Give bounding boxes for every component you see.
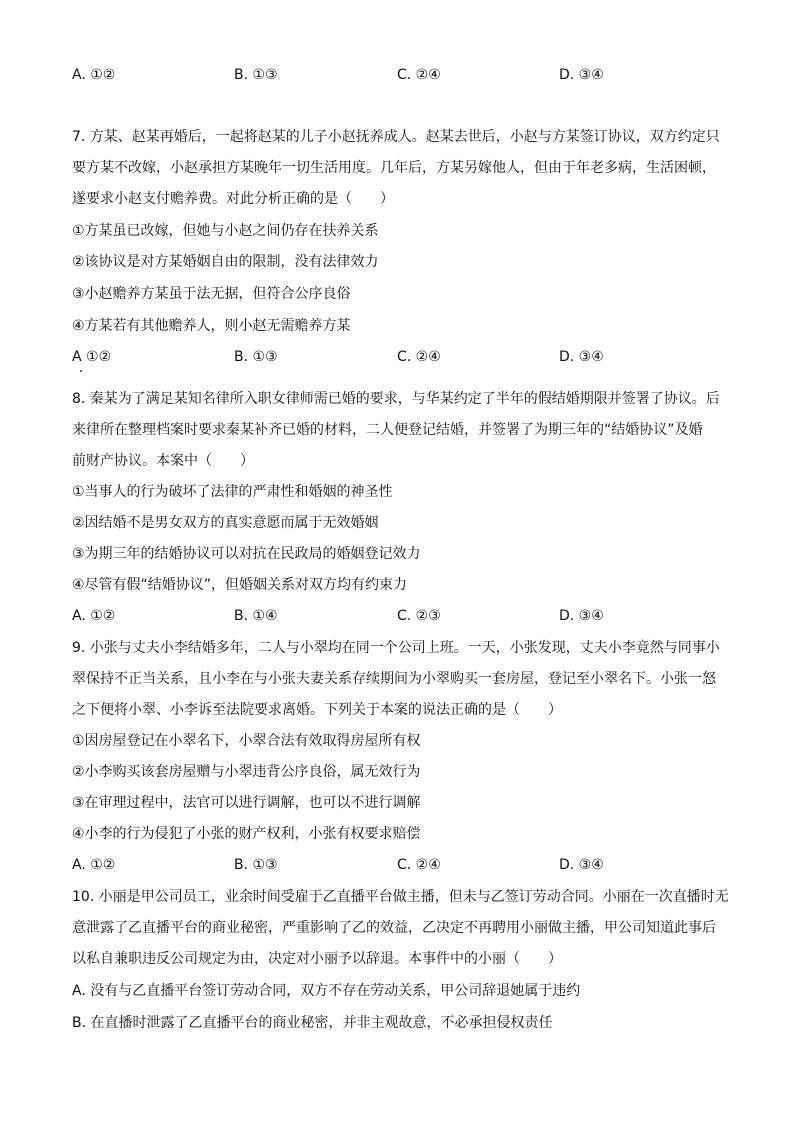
- q8-statement-4: ④尽管有假“结婚协议”，但婚姻关系对双方均有约束力: [72, 577, 408, 593]
- q7-statement-3: ③小赵赡养方某虽于法无据，但符合公序良俗: [72, 286, 351, 302]
- q7-statement-1: ①方某虽已改嫁，但她与小赵之间仍存在扶养关系: [72, 223, 379, 239]
- q6-option-a: A. ①②: [72, 67, 116, 83]
- q7-option-c: C. ②④: [397, 349, 441, 365]
- q8-stem-line-2: 来律所在整理档案时要求秦某补齐已婚的材料，二人便登记结婚，并签署了为期三年的“结婚协议”及婚: [72, 422, 703, 438]
- q7-option-a: A ①②: [72, 349, 112, 365]
- q6-option-b: B. ①③: [234, 67, 278, 83]
- q7-stem-line-2: 要方某不改嫁，小赵承担方某晚年一切生活用度。几年后，方某另嫁他人，但由于年老多病，生活困顿，: [72, 160, 716, 176]
- q8-option-d: D. ③④: [559, 608, 604, 624]
- q8-option-c: C. ②③: [397, 608, 441, 624]
- q8-stem-line-3: 前财产协议。本案中（ ）: [72, 453, 254, 469]
- q6-option-d: D. ③④: [559, 67, 604, 83]
- q8-option-b: B. ①④: [234, 608, 278, 624]
- q7-option-d: D. ③④: [559, 349, 604, 365]
- q9-option-d: D. ③④: [559, 857, 604, 873]
- q9-stem-line-3: 之下便将小翠、小李诉至法院要求离婚。下列关于本案的说法正确的是（ ）: [72, 702, 562, 718]
- q8-statement-3: ③为期三年的结婚协议可以对抗在民政局的婚姻登记效力: [72, 546, 421, 562]
- q10-stem-line-2: 意泄露了乙直播平台的商业秘密，严重影响了乙的效益，乙决定不再聘用小丽做主播，甲公司知道此事后: [72, 920, 716, 936]
- q10-choice-b: B. 在直播时泄露了乙直播平台的商业秘密，并非主观故意，不必承担侵权责任: [72, 1015, 553, 1031]
- q9-option-a: A. ①②: [72, 857, 116, 873]
- stray-dot: [80, 370, 82, 372]
- q7-statement-2: ②该协议是对方某婚姻自由的限制，没有法律效力: [72, 254, 379, 270]
- q10-stem-line-3: 以私自兼职违反公司规定为由，决定对小丽予以辞退。本事件中的小丽（ ）: [72, 951, 562, 967]
- q9-statement-3: ③在审理过程中，法官可以进行调解，也可以不进行调解: [72, 795, 421, 811]
- q8-options: [72, 606, 732, 626]
- q9-stem-line-2: 翠保持不正当关系，且小李在与小张夫妻关系存续期间为小翠购买一套房屋，登记至小翠名下。小张一怒: [72, 671, 716, 687]
- q10-choice-a: A. 没有与乙直播平台签订劳动合同，双方不存在劳动关系，甲公司辞退她属于违约: [72, 983, 581, 999]
- q7-stem-line-3: 遂要求小赵支付赡养费。对此分析正确的是（ ）: [72, 191, 394, 207]
- q9-options: [72, 855, 732, 875]
- q9-option-b: B. ①③: [234, 857, 278, 873]
- q6-option-c: C. ②④: [397, 67, 441, 83]
- q9-statement-2: ②小李购买该套房屋赠与小翠违背公序良俗，属无效行为: [72, 764, 421, 780]
- q7-options: [72, 347, 732, 367]
- q8-option-a: A. ①②: [72, 608, 116, 624]
- q8-statement-1: ①当事人的行为破坏了法律的严肃性和婚姻的神圣性: [72, 484, 393, 500]
- q7-option-b: B. ①③: [234, 349, 278, 365]
- q9-option-c: C. ②④: [397, 857, 441, 873]
- q9-statement-1: ①因房屋登记在小翠名下，小翠合法有效取得房屋所有权: [72, 733, 421, 749]
- q8-stem-line-1: 8. 秦某为了满足某知名律所入职女律师需已婚的要求，与华某约定了半年的假结婚期限并签署了协议。后: [72, 391, 720, 407]
- q9-statement-4: ④小李的行为侵犯了小张的财产权利，小张有权要求赔偿: [72, 826, 421, 842]
- q7-statement-4: ④方某若有其他赡养人，则小赵无需赡养方某: [72, 318, 351, 334]
- q9-stem-line-1: 9. 小张与丈夫小李结婚多年，二人与小翠均在同一个公司上班。一天，小张发现，丈夫小李竟然与同事小: [72, 640, 720, 656]
- q7-stem-line-1: 7. 方某、赵某再婚后，一起将赵某的儿子小赵抚养成人。赵某去世后，小赵与方某签订协议，双方约定只: [72, 129, 720, 145]
- q6-options: [72, 65, 732, 85]
- q10-stem-line-1: 10. 小丽是甲公司员工，业余时间受雇于乙直播平台做主播，但未与乙签订劳动合同。小丽在一次直播时无: [72, 889, 729, 905]
- q8-statement-2: ②因结婚不是男女双方的真实意愿而属于无效婚姻: [72, 515, 379, 531]
